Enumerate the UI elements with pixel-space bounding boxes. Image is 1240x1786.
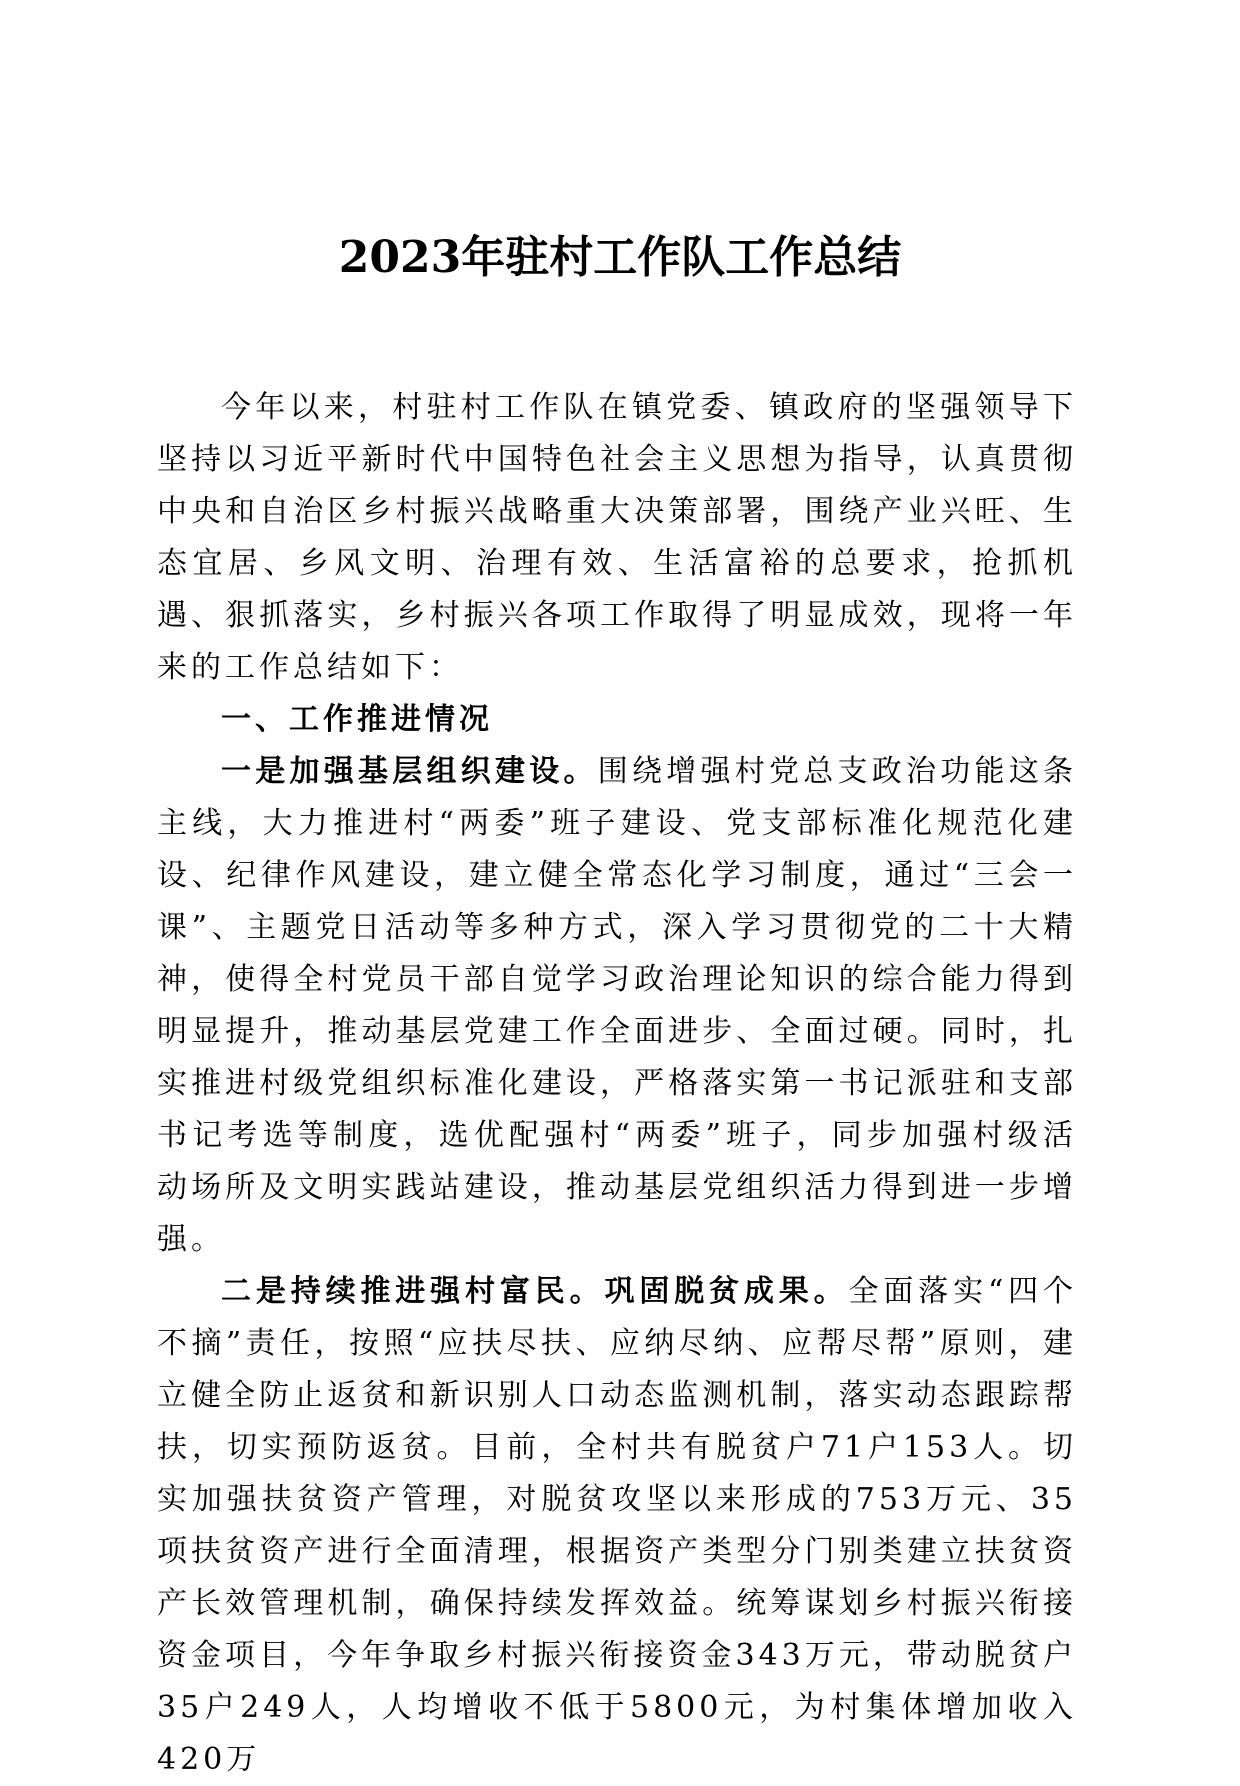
item-paragraph-1 bbox=[157, 746, 1077, 1266]
item-2-lead: 二是持续推进强村富民。巩固脱贫成果。 bbox=[221, 1274, 849, 1309]
section-heading-1: 一、工作推进情况 bbox=[221, 702, 493, 737]
document-title: 2023年驻村工作队工作总结 bbox=[338, 232, 902, 283]
item-paragraph-2 bbox=[157, 1266, 1077, 1786]
intro-paragraph: 今年以来，村驻村工作队在镇党委、镇政府的坚强领导下坚持以习近平新时代中国特色社会主义思想为指导，认真贯彻中央和自治区乡村振兴战略重大决策部署，围绕产业兴旺、生态宜居、乡风文明、治理有效、生活富裕的总要求，抢抓机遇、狠抓落实，乡村振兴各项工作取得了明显成效，现将一年来的工作总结如下： bbox=[157, 390, 1077, 685]
item-1-lead: 一是加强基层组织建设。 bbox=[221, 754, 598, 789]
document-body bbox=[157, 382, 1077, 1786]
item-2-text: 全面落实“四个不摘”责任，按照“应扶尽扶、应纳尽纳、应帮尽帮”原则，建立健全防止返贫和新识别人口动态监测机制，落实动态跟踪帮扶，切实预防返贫。目前，全村共有脱贫户71户153人。切实加强扶贫资产管理，对脱贫攻坚以来形成的753万元、35项扶贫资产进行全面清理，根据资产类型分门别类建立扶贫资产长效管理机制，确保持续发挥效益。统筹谋划乡村振兴衔接资金项目，今年争取乡村振兴衔接资金343万元，带动脱贫户35户249人，人均增收不低于5800元，为村集体增加收入420万 bbox=[157, 1274, 1078, 1777]
item-1-text: 围绕增强村党总支政治功能这条主线，大力推进村“两委”班子建设、党支部标准化规范化建设、纪律作风建设，建立健全常态化学习制度，通过“三会一课”、主题党日活动等多种方式，深入学习贯彻党的二十大精神，使得全村党员干部自觉学习政治理论知识的综合能力得到明显提升，推动基层党建工作全面进步、全面过硬。同时，扎实推进村级党组织标准化建设，严格落实第一书记派驻和支部书记考选等制度，选优配强村“两委”班子，同步加强村级活动场所及文明实践站建设，推动基层党组织活力得到进一步增强。 bbox=[157, 754, 1077, 1257]
